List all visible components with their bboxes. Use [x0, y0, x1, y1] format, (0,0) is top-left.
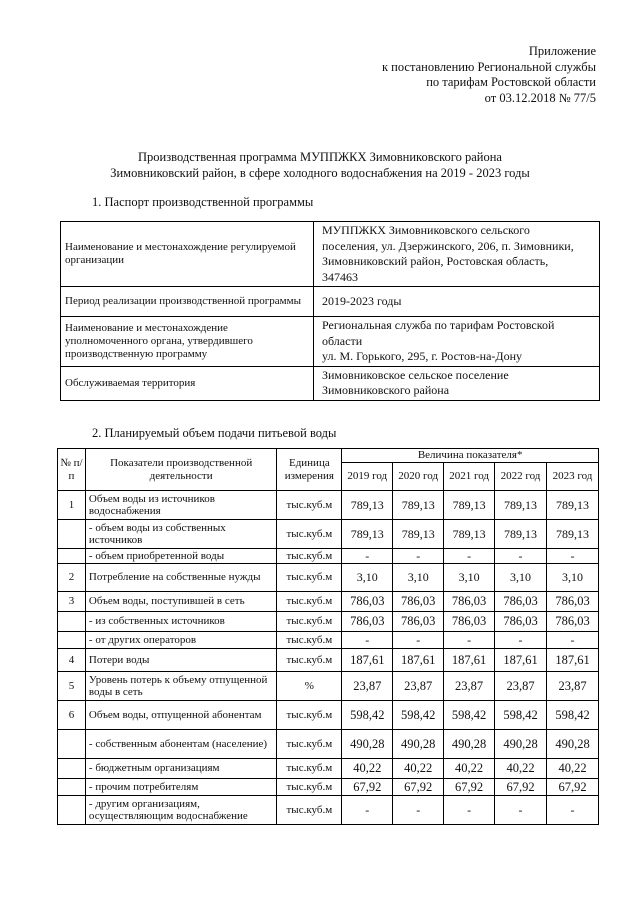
- row-name: Объем воды, поступившей в сеть: [85, 592, 276, 612]
- header-year: 2020 год: [393, 463, 444, 491]
- row-value: 598,42: [547, 701, 599, 730]
- row-unit: тыс.куб.м: [277, 701, 342, 730]
- row-unit: тыс.куб.м: [277, 730, 342, 759]
- row-num: [58, 520, 86, 549]
- row-value: -: [444, 632, 495, 649]
- row-value: -: [547, 632, 599, 649]
- title-line: Производственная программа МУППЖКХ Зимовниковского района: [138, 150, 502, 164]
- row-name: Уровень потерь к объему отпущенной воды в сеть: [85, 672, 276, 701]
- row-value: 789,13: [393, 491, 444, 520]
- row-value: 67,92: [444, 779, 495, 796]
- annex-line: от 03.12.2018 № 77/5: [484, 90, 596, 105]
- header-year: 2019 год: [342, 463, 393, 491]
- header-value: Величина показателя*: [342, 449, 599, 463]
- row-value: 187,61: [495, 649, 547, 672]
- value-line: 2019-2023 годы: [322, 293, 402, 308]
- value-line: Зимовниковский район, Ростовская область,: [322, 254, 549, 268]
- table-row: [61, 287, 600, 317]
- row-value: 786,03: [342, 612, 393, 632]
- row-value: 23,87: [547, 672, 599, 701]
- row-num: [58, 632, 86, 649]
- row-unit: тыс.куб.м: [277, 564, 342, 592]
- table-row: [58, 779, 599, 796]
- header-row: [58, 449, 599, 463]
- row-value: 789,13: [342, 520, 393, 549]
- row-value: 789,13: [444, 520, 495, 549]
- row-value: -: [495, 632, 547, 649]
- row-value: 40,22: [444, 759, 495, 779]
- row-unit: тыс.куб.м: [277, 549, 342, 564]
- row-value: -: [393, 549, 444, 564]
- annex-line: по тарифам Ростовской области: [426, 75, 596, 89]
- row-unit: тыс.куб.м: [277, 759, 342, 779]
- row-value: 490,28: [495, 730, 547, 759]
- row-value: 786,03: [444, 612, 495, 632]
- passport-value: [314, 222, 600, 287]
- row-name: - из собственных источников: [85, 612, 276, 632]
- row-value: 40,22: [495, 759, 547, 779]
- title-line: Зимовниковский район, в сфере холодного водоснабжения на 2019 - 2023 годы: [110, 165, 530, 180]
- table-row: [61, 366, 600, 400]
- row-value: 490,28: [342, 730, 393, 759]
- row-value: 187,61: [342, 649, 393, 672]
- row-num: [58, 549, 86, 564]
- annex-line: Приложение: [528, 44, 596, 58]
- row-value: 3,10: [495, 564, 547, 592]
- row-value: -: [444, 796, 495, 825]
- row-value: 40,22: [547, 759, 599, 779]
- row-name: - другим организациям, осуществляющим водоснабжение: [85, 796, 276, 825]
- table-row: [58, 649, 599, 672]
- passport-label: Наименование и местонахождение регулируемой организации: [61, 222, 314, 287]
- row-value: -: [547, 549, 599, 564]
- row-value: 786,03: [342, 592, 393, 612]
- header-year: 2023 год: [547, 463, 599, 491]
- section-heading-volume: 2. Планируемый объем подачи питьевой воды: [92, 426, 337, 440]
- table-row: [58, 701, 599, 730]
- row-value: 3,10: [393, 564, 444, 592]
- passport-value: [314, 287, 600, 317]
- row-value: 40,22: [393, 759, 444, 779]
- row-value: -: [495, 549, 547, 564]
- water-volume-table: [57, 448, 599, 825]
- passport-value: [314, 366, 600, 400]
- row-value: -: [444, 549, 495, 564]
- value-line: поселения, ул. Дзержинского, 206, п. Зимовники,: [322, 238, 574, 253]
- row-num: 3: [58, 592, 86, 612]
- table-row: [58, 549, 599, 564]
- value-line: области: [322, 333, 363, 348]
- row-name: - объем воды из собственных источников: [85, 520, 276, 549]
- row-value: 789,13: [342, 491, 393, 520]
- row-value: 490,28: [393, 730, 444, 759]
- passport-label: Наименование и местонахождение уполномоченного органа, утвердившего производственную программу: [61, 317, 314, 367]
- table-row: [58, 592, 599, 612]
- row-value: 789,13: [393, 520, 444, 549]
- row-value: 187,61: [444, 649, 495, 672]
- value-line: 347463: [322, 269, 358, 284]
- row-value: 598,42: [342, 701, 393, 730]
- row-value: 786,03: [547, 612, 599, 632]
- table-row: [58, 672, 599, 701]
- value-line: ул. М. Горького, 295, г. Ростов-на-Дону: [322, 349, 522, 363]
- row-value: 598,42: [393, 701, 444, 730]
- row-value: 23,87: [495, 672, 547, 701]
- row-unit: тыс.куб.м: [277, 491, 342, 520]
- value-line: Зимовниковское сельское поселение: [322, 367, 509, 382]
- table-row: [58, 730, 599, 759]
- passport-table: [60, 221, 600, 401]
- table-row: [58, 612, 599, 632]
- row-value: 789,13: [495, 491, 547, 520]
- section-heading-passport: 1. Паспорт производственной программы: [92, 195, 314, 209]
- table-row: [58, 491, 599, 520]
- row-num: 2: [58, 564, 86, 592]
- row-value: 187,61: [547, 649, 599, 672]
- row-name: - собственным абонентам (население): [85, 730, 276, 759]
- row-unit: тыс.куб.м: [277, 592, 342, 612]
- value-line: МУППЖКХ Зимовниковского сельского: [322, 223, 530, 237]
- row-num: 4: [58, 649, 86, 672]
- row-value: -: [342, 549, 393, 564]
- row-value: 490,28: [547, 730, 599, 759]
- row-value: 40,22: [342, 759, 393, 779]
- row-unit: тыс.куб.м: [277, 520, 342, 549]
- row-name: - прочим потребителям: [85, 779, 276, 796]
- value-line: Региональная служба по тарифам Ростовской: [322, 318, 555, 332]
- row-unit: тыс.куб.м: [277, 779, 342, 796]
- row-num: [58, 759, 86, 779]
- passport-label: Обслуживаемая территория: [61, 366, 314, 400]
- row-num: [58, 796, 86, 825]
- row-unit: тыс.куб.м: [277, 649, 342, 672]
- row-num: 5: [58, 672, 86, 701]
- passport-value: [314, 317, 600, 367]
- table-row: [58, 564, 599, 592]
- row-value: -: [342, 796, 393, 825]
- table-row: [58, 632, 599, 649]
- header-unit: Единица измерения: [277, 449, 342, 491]
- row-value: 786,03: [547, 592, 599, 612]
- table-row: [61, 317, 600, 367]
- row-value: 3,10: [444, 564, 495, 592]
- row-value: 3,10: [342, 564, 393, 592]
- row-value: 786,03: [444, 592, 495, 612]
- annex-line: к постановлению Региональной службы: [381, 59, 596, 74]
- header-year: 2022 год: [495, 463, 547, 491]
- row-value: 789,13: [495, 520, 547, 549]
- row-value: -: [547, 796, 599, 825]
- row-value: 598,42: [495, 701, 547, 730]
- row-value: 3,10: [547, 564, 599, 592]
- row-name: Потери воды: [85, 649, 276, 672]
- row-name: - бюджетным организациям: [85, 759, 276, 779]
- row-num: [58, 612, 86, 632]
- row-value: 786,03: [495, 592, 547, 612]
- row-value: 789,13: [444, 491, 495, 520]
- row-value: 67,92: [495, 779, 547, 796]
- row-name: - объем приобретенной воды: [85, 549, 276, 564]
- row-value: -: [495, 796, 547, 825]
- row-value: 23,87: [342, 672, 393, 701]
- row-value: 23,87: [444, 672, 495, 701]
- row-num: [58, 730, 86, 759]
- annex-reference: [382, 44, 596, 106]
- row-value: 786,03: [495, 612, 547, 632]
- row-value: 789,13: [547, 520, 599, 549]
- row-unit: тыс.куб.м: [277, 612, 342, 632]
- row-value: 789,13: [547, 491, 599, 520]
- row-value: -: [393, 796, 444, 825]
- row-num: [58, 779, 86, 796]
- row-name: Объем воды из источников водоснабжения: [85, 491, 276, 520]
- table-row: [58, 520, 599, 549]
- row-value: 187,61: [393, 649, 444, 672]
- passport-label: Период реализации производственной программы: [61, 287, 314, 317]
- row-unit: %: [277, 672, 342, 701]
- header-indicator: Показатели производственной деятельности: [85, 449, 276, 491]
- table-row: [61, 222, 600, 287]
- row-value: -: [342, 632, 393, 649]
- row-name: Объем воды, отпущенной абонентам: [85, 701, 276, 730]
- header-year: 2021 год: [444, 463, 495, 491]
- header-num: № п/п: [58, 449, 86, 491]
- row-unit: тыс.куб.м: [277, 796, 342, 825]
- row-value: 23,87: [393, 672, 444, 701]
- row-value: 67,92: [393, 779, 444, 796]
- row-value: 67,92: [547, 779, 599, 796]
- row-value: 598,42: [444, 701, 495, 730]
- row-name: - от других операторов: [85, 632, 276, 649]
- row-num: 6: [58, 701, 86, 730]
- row-value: 67,92: [342, 779, 393, 796]
- table-row: [58, 796, 599, 825]
- row-value: -: [393, 632, 444, 649]
- row-value: 490,28: [444, 730, 495, 759]
- table-row: [58, 759, 599, 779]
- document-title: [0, 150, 640, 181]
- value-line: Зимовниковского района: [322, 383, 450, 397]
- row-value: 786,03: [393, 612, 444, 632]
- row-name: Потребление на собственные нужды: [85, 564, 276, 592]
- row-num: 1: [58, 491, 86, 520]
- row-unit: тыс.куб.м: [277, 632, 342, 649]
- row-value: 786,03: [393, 592, 444, 612]
